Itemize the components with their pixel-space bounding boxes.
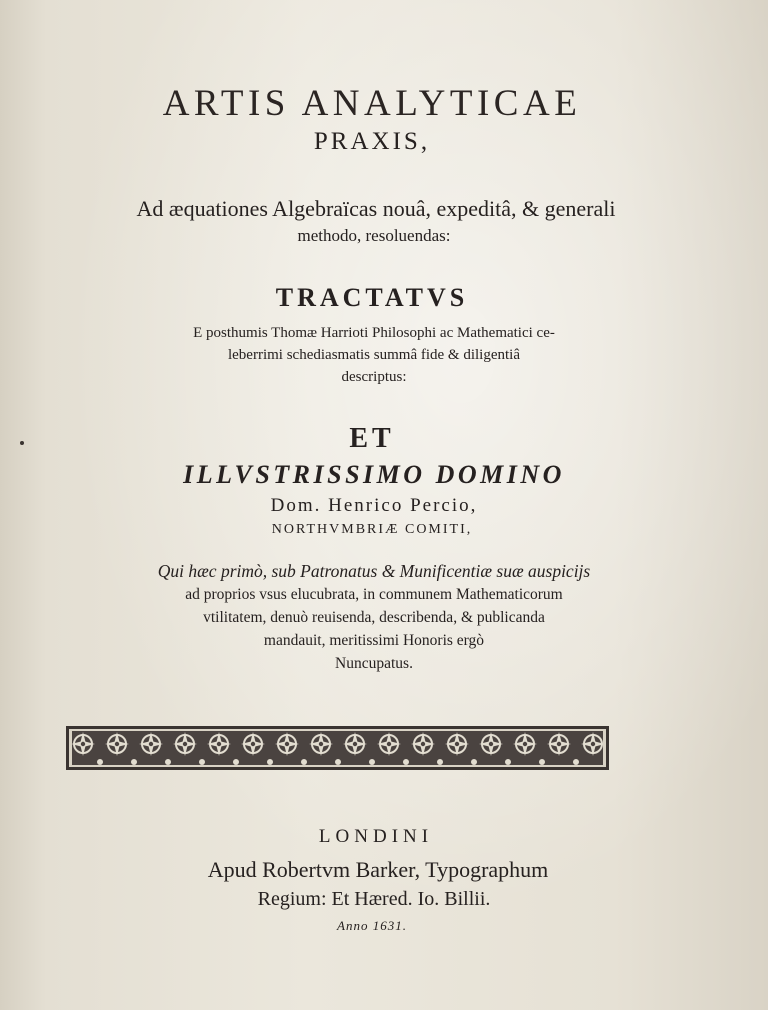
imprint-regium: Regium: Et Hæred. Io. Billii. (257, 888, 491, 910)
book-title-line1: ARTIS ANALYTICAE (162, 83, 582, 124)
subtitle-line1: Ad æquationes Algebraïcas nouâ, expeditâ, & generali (136, 196, 616, 221)
decorative-ornament-band (66, 726, 609, 770)
tractatus-line: leberrimi schediasmatis summâ fide & diligentiâ (227, 347, 520, 363)
imprint-place: LONDINI (318, 826, 434, 847)
tractatus-heading: TRACTATVS (275, 283, 469, 312)
illustrissimo-heading: ILLVSTRISSIMO DOMINO (183, 460, 565, 489)
dedication-line: vtilitatem, denuò reuisenda, describenda, & publicanda (203, 609, 545, 626)
dedication-line: mandauit, meritissimi Honoris ergò (263, 632, 485, 649)
imprint-printer: Apud Robertvm Barker, Typographum (207, 857, 549, 882)
dedication-line: ad proprios vsus elucubrata, in communem Mathematicorum (185, 586, 563, 603)
et-heading: ET (349, 423, 395, 454)
book-title-line2: PRAXIS, (313, 128, 431, 155)
imprint-year: Anno 1631. (337, 918, 407, 933)
tractatus-line: E posthumis Thomæ Harrioti Philosophi ac Mathematici ce- (193, 325, 555, 341)
tractatus-line: descriptus: (341, 369, 407, 385)
dedication-paragraph (0, 560, 758, 675)
dedicatee-name: Dom. Henrico Percio, (270, 495, 478, 516)
subtitle-line2: methodo, resoluendas: (297, 226, 451, 245)
tractatus-paragraph (0, 322, 758, 388)
dedicatee-title: NORTHVMBRIÆ COMITI, (271, 522, 473, 537)
dedication-line: Nuncupatus. (335, 655, 413, 672)
dedication-italic-line: Qui hæc primò, sub Patronatus & Munificentiæ suæ auspicijs (157, 561, 591, 581)
